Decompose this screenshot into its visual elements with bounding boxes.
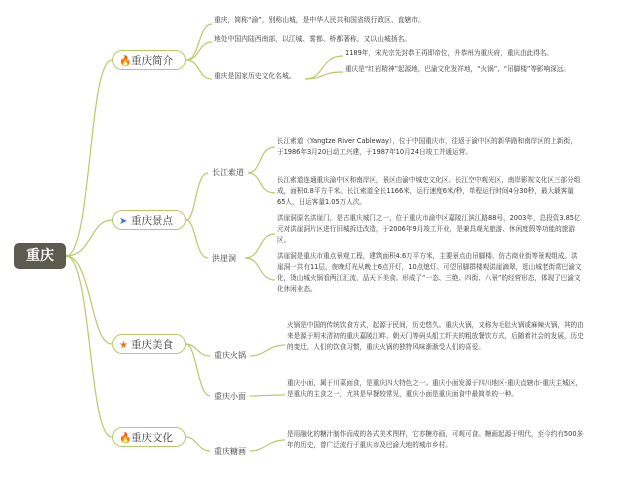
node-intro[interactable] [112, 50, 186, 70]
scenic-spot-text: 洪崖洞是重庆市重点景观工程，建筑面积4.6万平方米，主要景点由吊脚楼、仿古商业街等景观组成。洪崖洞一共有11层，夜晚灯光从晚上6点开灯，10点熄灯。可望吊脚群楼观洪崖滴翠，逛山城老街赏巴渝文化，烫山城火锅看两江汇流，品天下美食。形成了“一态、三绝、四街、八景”的经营形态，体现了巴渝文化休闲业态。 [277, 252, 582, 293]
star-icon: ★ [119, 340, 128, 351]
paper-plane-icon: ➤ [119, 216, 128, 227]
node-scenic-label: 重庆景点 [131, 215, 173, 227]
node-intro-label: 重庆简介 [131, 55, 173, 67]
food-item-text: 火锅是中国的传统饮食方式，起源于民间，历史悠久。重庆火锅，又称为毛肚火锅或麻辣火锅，其的由来是源于明末清初的重庆嘉陵江畔、朝天门等码头船工纤夫的粗放餐饮方式，后随着社会的发展，历史的变迁，人们的饮食习惯，重庆火锅的独特风味渐渐受人们的喜爱。 [287, 321, 584, 351]
node-food[interactable] [112, 334, 186, 354]
intro-item: 重庆，简称“渝”，别称山城，是中华人民共和国省级行政区、直辖市。 [214, 16, 425, 24]
root-node: 重庆 [14, 243, 66, 269]
node-culture-label: 重庆文化 [131, 432, 173, 444]
intro-culture-child: 1189年，宋光宗先封恭王再即帝位，升恭州为重庆府，重庆由此得名。 [345, 49, 553, 57]
intro-item: 地处中国内陆西南部，以江城、雾都、桥都著称，又以山城扬名。 [214, 35, 412, 43]
node-scenic[interactable] [112, 210, 186, 230]
intro-culture-city: 重庆是国家历史文化名城。 [214, 72, 296, 80]
intro-culture-child: 重庆是“红岩精神”起源地，巴渝文化发祥地，“火锅”、“吊脚楼”等影响深远。 [345, 65, 570, 73]
scenic-spot-text: 长江索道（Yangtze River Cableway），位于中国重庆市，往返于渝中区的新华路和南岸区的上新街，于1986年3月20日动工兴建，于1987年10月24日竣工并通运营。 [277, 137, 577, 156]
food-item-text: 重庆小面，属于川菜面食，是重庆四大特色之一。重庆小面发源于四川地区-重庆直辖市-重庆主城区，是重庆的主食之一，尤其是早餐较常见，重庆小面是重庆面食中最简单的一种。 [287, 379, 582, 398]
scenic-spot-name: 洪崖洞 [212, 254, 236, 263]
culture-item-name: 重庆糖画 [214, 447, 246, 456]
node-culture[interactable] [112, 427, 186, 447]
food-item-name: 重庆火锅 [214, 351, 246, 360]
fire-icon: 🔥 [119, 56, 132, 67]
fire-icon: 🔥 [119, 433, 132, 444]
culture-item-text: 是用融化的糖汁制作而成的各式美术图样，它亦糖亦画，可观可食。糖画起源于明代，至今约有500多年的历史，曾广泛流行于重庆市及巴渝大地的城市乡村。 [287, 430, 584, 449]
food-item-name: 重庆小面 [214, 392, 246, 401]
node-food-label: 重庆美食 [131, 339, 173, 351]
scenic-spot-text: 洪崖洞原名洪崖门，是古重庆城门之一，位于重庆市渝中区嘉陵江滨江路88号，2003年，总投资3.85亿元对洪崖洞片区进行旧城拆迁改造，于2006年9月竣工开业，是兼具观光旅游、休闲度假等功能的旅游区。 [277, 214, 581, 244]
scenic-spot-name: 长江索道 [212, 168, 244, 177]
scenic-spot-text: 长江索道连通重庆渝中区和南岸区，景区由渝中城史文化区、长江空中观光区、南岸影视文化区三部分组成，面积0.8平方千米。长江索道全长1166米，运行速度6米/秒，单程运行时间4分30秒，最大载客量65人，日运客量1.05万人次。 [277, 176, 581, 206]
